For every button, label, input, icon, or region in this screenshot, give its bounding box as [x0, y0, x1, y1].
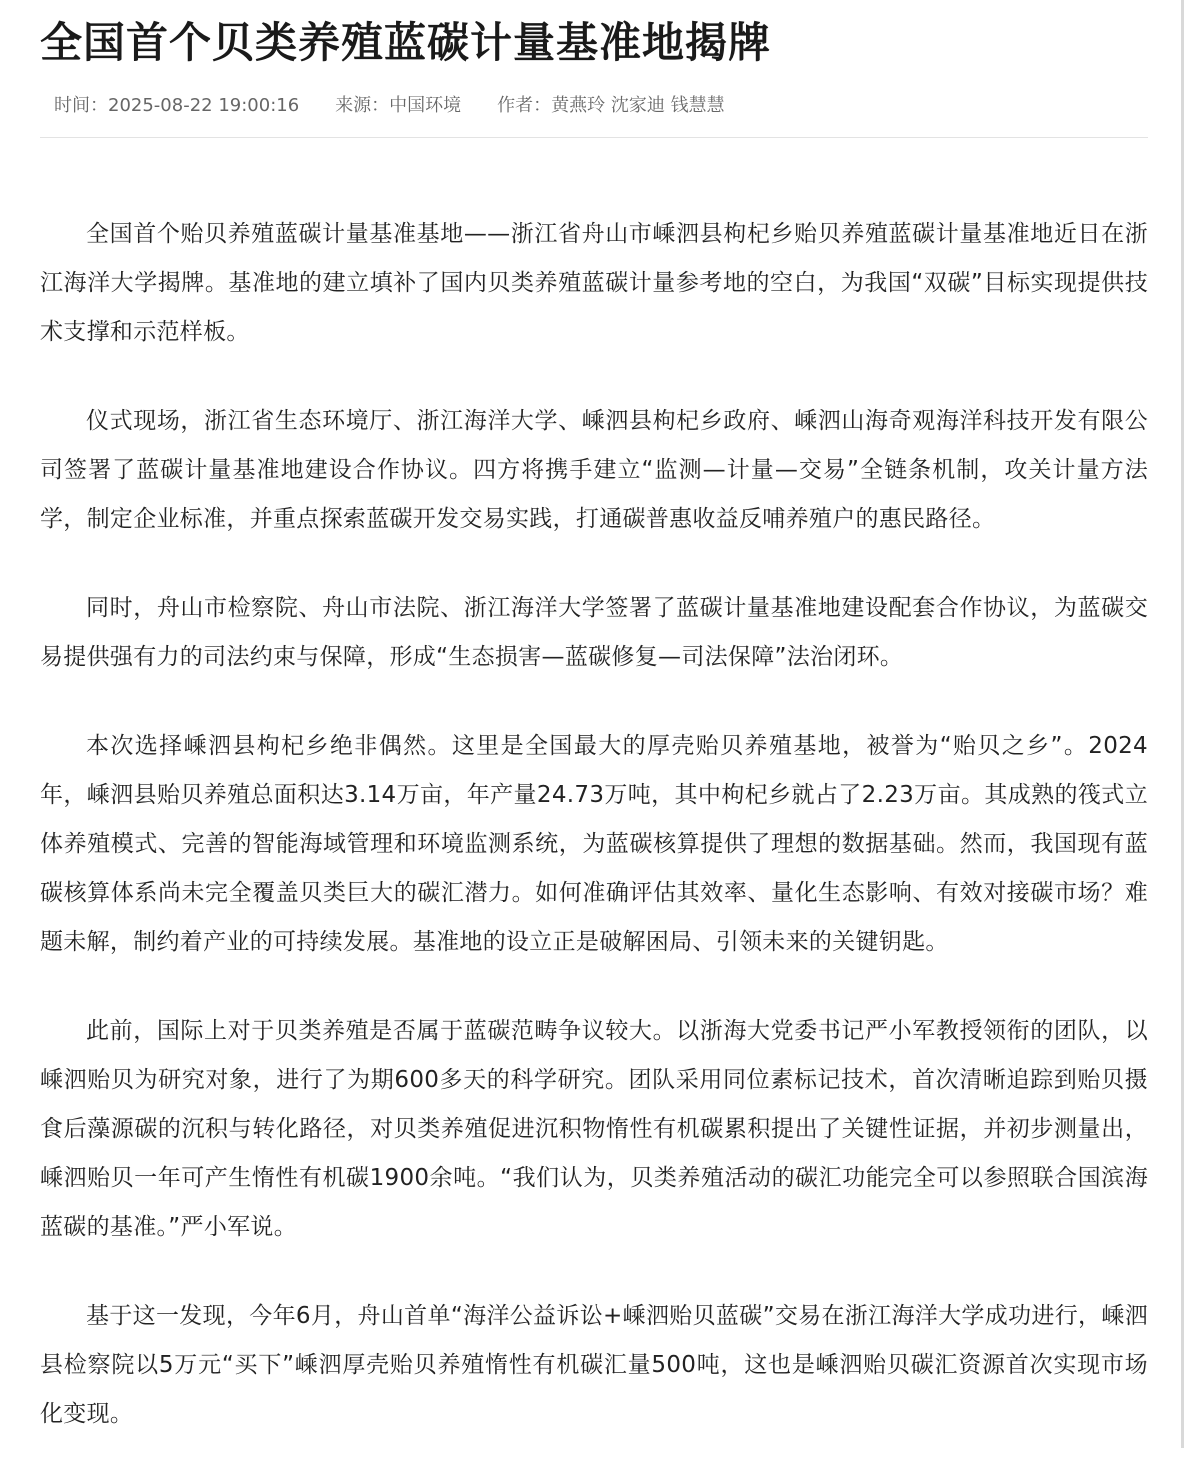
- paragraph-1: 全国首个贻贝养殖蓝碳计量基准基地——浙江省舟山市嵊泗县枸杞乡贻贝养殖蓝碳计量基准地近日在浙江海洋大学揭牌。基准地的建立填补了国内贝类养殖蓝碳计量参考地的空白，为我国“双碳”目标实现提供技术支撑和示范样板。: [40, 221, 1148, 345]
- article-body: [40, 138, 1148, 1439]
- article-title: 全国首个贝类养殖蓝碳计量基准地揭牌: [40, 18, 772, 67]
- paragraph-4: 本次选择嵊泗县枸杞乡绝非偶然。这里是全国最大的厚壳贻贝养殖基地，被誉为“贻贝之乡”。2024年，嵊泗县贻贝养殖总面积达3.14万亩，年产量24.73万吨，其中枸杞乡就占了2.23万亩。其成熟的筏式立体养殖模式、完善的智能海域管理和环境监测系统，为蓝碳核算提供了理想的数据基础。然而，我国现有蓝碳核算体系尚未完全覆盖贝类巨大的碳汇潜力。如何准确评估其效率、量化生态影响、有效对接碳市场？难题未解，制约着产业的可持续发展。基准地的设立正是破解困局、引领未来的关键钥匙。: [40, 733, 1148, 955]
- publish-time: 时间：2025-08-22 19:00:16: [54, 94, 300, 116]
- article-authors: 作者：黄燕玲 沈家迪 钱慧慧: [497, 94, 725, 116]
- article-meta: [40, 84, 1148, 138]
- article: [40, 0, 1148, 1479]
- paragraph-2: 仪式现场，浙江省生态环境厅、浙江海洋大学、嵊泗县枸杞乡政府、嵊泗山海奇观海洋科技开发有限公司签署了蓝碳计量基准地建设合作协议。四方将携手建立“监测—计量—交易”全链条机制，攻关计量方法学，制定企业标准，并重点探索蓝碳开发交易实践，打通碳普惠收益反哺养殖户的惠民路径。: [40, 408, 1148, 532]
- article-source: 来源：中国环境: [335, 94, 462, 116]
- paragraph-3: 同时，舟山市检察院、舟山市法院、浙江海洋大学签署了蓝碳计量基准地建设配套合作协议，为蓝碳交易提供强有力的司法约束与保障，形成“生态损害—蓝碳修复—司法保障”法治闭环。: [40, 595, 1148, 670]
- paragraph-5: 此前，国际上对于贝类养殖是否属于蓝碳范畴争议较大。以浙海大党委书记严小军教授领衔的团队，以嵊泗贻贝为研究对象，进行了为期600多天的科学研究。团队采用同位素标记技术，首次清晰追踪到贻贝摄食后藻源碳的沉积与转化路径，对贝类养殖促进沉积物惰性有机碳累积提出了关键性证据，并初步测量出，嵊泗贻贝一年可产生惰性有机碳1900余吨。“我们认为，贝类养殖活动的碳汇功能完全可以参照联合国滨海蓝碳的基准。”严小军说。: [40, 1018, 1148, 1240]
- paragraph-6: 基于这一发现，今年6月，舟山首单“海洋公益诉讼+嵊泗贻贝蓝碳”交易在浙江海洋大学成功进行，嵊泗县检察院以5万元“买下”嵊泗厚壳贻贝养殖惰性有机碳汇量500吨，这也是嵊泗贻贝碳汇资源首次实现市场化变现。: [40, 1303, 1148, 1427]
